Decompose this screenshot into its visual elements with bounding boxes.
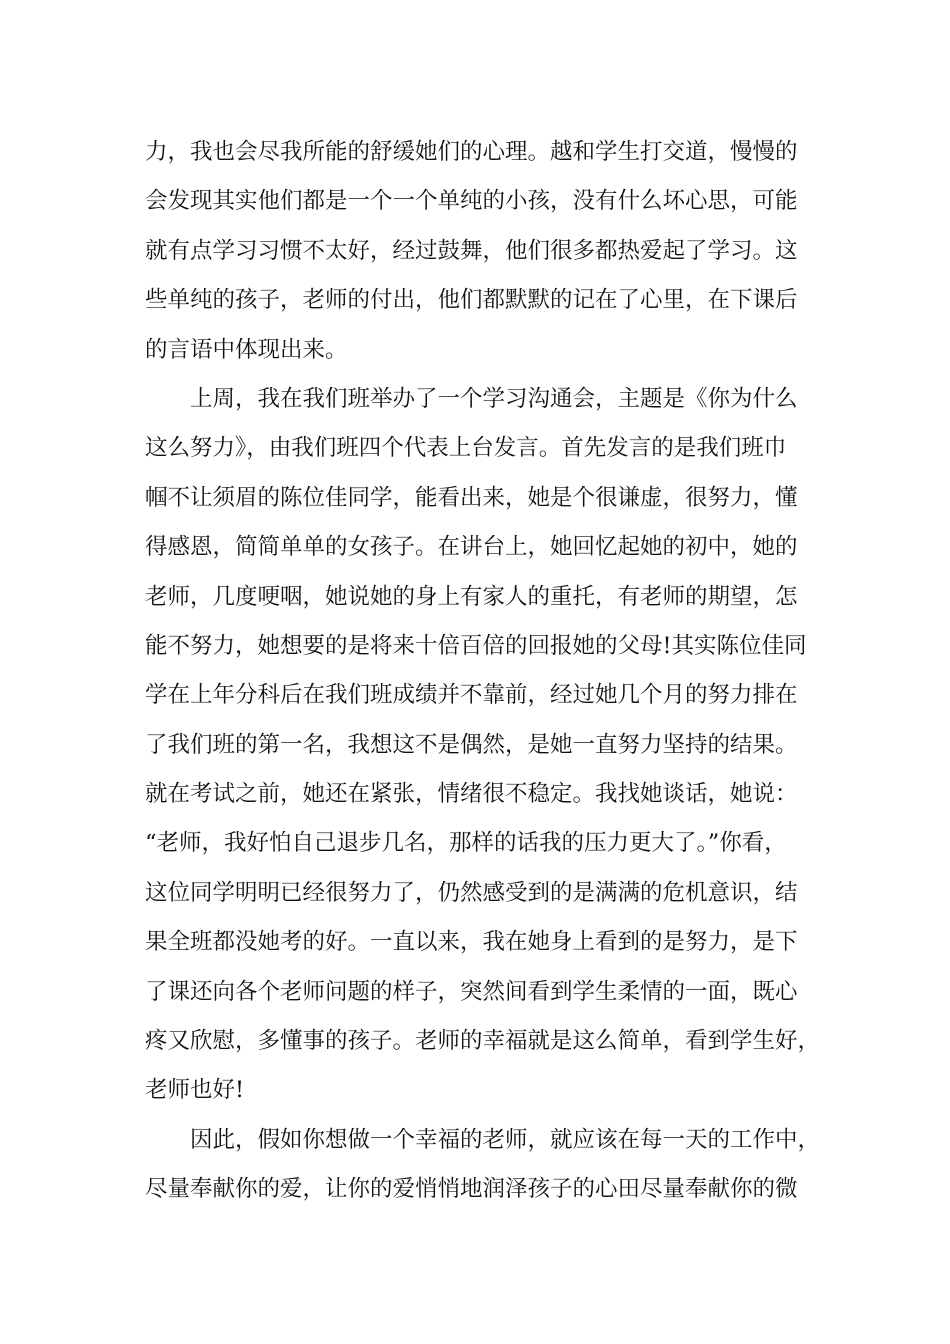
text-line: 老师也好! — [145, 1077, 245, 1104]
text-line: 就有点学习习惯不太好，经过鼓舞，他们很多都热爱起了学习。这 — [145, 237, 798, 264]
paragraph-start-line: 因此，假如你想做一个幸福的老师，就应该在每一天的工作中， — [190, 1126, 821, 1153]
paragraph-start-line: 上周，我在我们班举办了一个学习沟通会，主题是《你为什么 — [190, 385, 798, 412]
text-line: 果全班都没她考的好。一直以来，我在她身上看到的是努力，是下 — [145, 929, 798, 956]
text-line: 尽量奉献你的爱，让你的爱悄悄地润泽孩子的心田尽量奉献你的微 — [145, 1176, 798, 1203]
body-text — [145, 128, 821, 1215]
text-line: “老师，我好怕自己退步几名，那样的话我的压力更大了。”你看， — [145, 830, 787, 857]
text-line: 老师，几度哽咽，她说她的身上有家人的重托，有老师的期望，怎 — [145, 583, 798, 610]
text-line: 了我们班的第一名，我想这不是偶然，是她一直努力坚持的结果。 — [145, 731, 798, 758]
text-line: 帼不让须眉的陈位佳同学，能看出来，她是个很谦虚，很努力，懂 — [145, 484, 798, 511]
text-line: 得感恩，简简单单的女孩子。在讲台上，她回忆起她的初中，她的 — [145, 534, 798, 561]
text-line: 这位同学明明已经很努力了，仍然感受到的是满满的危机意识，结 — [145, 879, 798, 906]
text-line: 疼又欣慰，多懂事的孩子。老师的幸福就是这么简单，看到学生好， — [145, 1028, 821, 1055]
text-line: 学在上年分科后在我们班成绩并不靠前，经过她几个月的努力排在 — [145, 682, 798, 709]
text-line: 了课还向各个老师问题的样子，突然间看到学生柔情的一面，既心 — [145, 978, 798, 1005]
text-line: 会发现其实他们都是一个一个单纯的小孩，没有什么坏心思，可能 — [145, 188, 798, 215]
text-line: 能不努力，她想要的是将来十倍百倍的回报她的父母!其实陈位佳同 — [145, 632, 807, 659]
text-line: 这么努力》，由我们班四个代表上台发言。首先发言的是我们班巾 — [145, 435, 787, 462]
text-line: 的言语中体现出来。 — [145, 336, 348, 363]
text-line: 就在考试之前，她还在紧张，情绪很不稳定。我找她谈话，她说： — [145, 781, 798, 808]
text-line: 些单纯的孩子，老师的付出，他们都默默的记在了心里，在下课后 — [145, 287, 798, 314]
text-line: 力，我也会尽我所能的舒缓她们的心理。越和学生打交道，慢慢的 — [145, 139, 798, 165]
